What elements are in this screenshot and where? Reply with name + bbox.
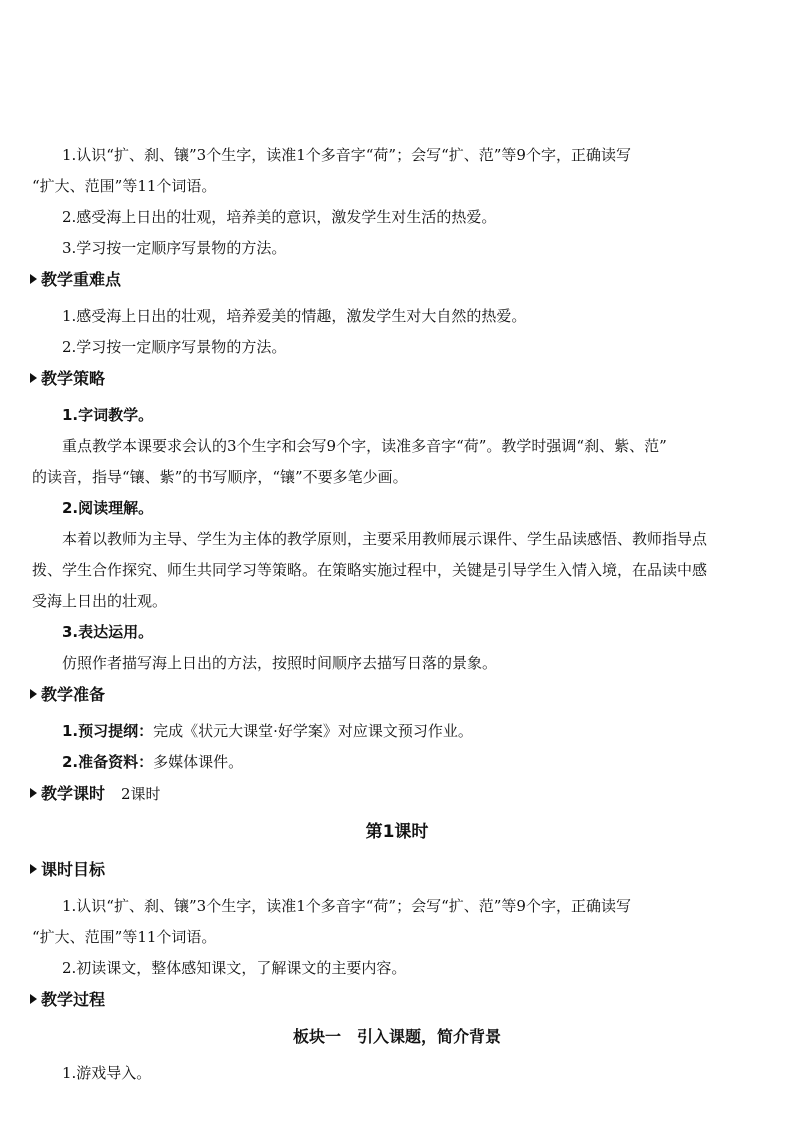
goal-item-2: 2.感受海上日出的壮观，培养美的意识，激发学生对生活的热爱。 [62,208,497,226]
triangle-bullet-icon [30,994,37,1004]
preparation-item-1-label: 1.预习提纲： [62,722,154,740]
difficulty-item-1: 1.感受海上日出的壮观，培养爱美的情趣，激发学生对大自然的热爱。 [62,307,527,325]
strategy-sub-1-text-line-1: 重点教学本课要求会认的3个生字和会写9个字，读准多音字“荷”。教学时强调“刹、紫、范” [62,437,667,455]
strategy-sub-2-text-line-2: 拨、学生合作探究、师生共同学习等策略。在策略实施过程中，关键是引导学生入情入境，在品读中感 [32,561,708,579]
block-title: 板块一 引入课题，简介背景 [292,1027,501,1046]
preparation-item-2-label: 2.准备资料： [62,753,154,771]
triangle-bullet-icon [30,689,37,699]
lesson-title: 第1课时 [365,822,429,842]
goal-item-3: 3.学习按一定顺序写景物的方法。 [62,239,287,257]
strategy-sub-1-text-line-2: 的读音，指导“镶、紫”的书写顺序，“镶”不要多笔少画。 [32,468,408,486]
preparation-item-2 [62,752,243,772]
section-heading-process [30,989,105,1011]
lesson-goal-2: 2.初读课文，整体感知课文，了解课文的主要内容。 [62,959,407,977]
section-heading-period [30,783,161,805]
lesson-goal-1-line-1: 1.认识“扩、刹、镶”3个生字，读准1个多音字“荷”；会写“扩、范”等9个字，正确读写 [62,897,631,915]
section-heading-difficulties [30,269,121,291]
process-step-1: 1.游戏导入。 [62,1064,152,1082]
goal-item-1-line-2: “扩大、范围”等11个词语。 [32,177,217,195]
preparation-item-2-text: 多媒体课件。 [153,753,244,771]
triangle-bullet-icon [30,864,37,874]
preparation-item-1 [62,721,473,741]
goal-item-1-line-1: 1.认识“扩、刹、镶”3个生字，读准1个多音字“荷”；会写“扩、范”等9个字，正确读写 [62,146,631,164]
section-heading-preparation [30,684,105,706]
lesson-goal-1-line-2: “扩大、范围”等11个词语。 [32,928,217,946]
section-heading-lesson-goals [30,859,105,881]
triangle-bullet-icon [30,274,37,284]
heading-text: 教学准备 [41,685,106,704]
strategy-sub-3: 3.表达运用。 [62,623,154,641]
section-heading-strategy [30,368,105,390]
heading-text: 教学策略 [41,369,106,388]
period-value: 2课时 [121,785,161,803]
strategy-sub-3-text: 仿照作者描写海上日出的方法，按照时间顺序去描写日落的景象。 [62,654,498,672]
heading-text: 教学课时 [41,784,106,803]
heading-text: 教学过程 [41,990,106,1009]
triangle-bullet-icon [30,788,37,798]
heading-text: 课时目标 [41,860,106,879]
strategy-sub-2-text-line-1: 本着以教师为主导、学生为主体的教学原则，主要采用教师展示课件、学生品读感悟、教师指导点 [62,530,708,548]
triangle-bullet-icon [30,373,37,383]
strategy-sub-1: 1.字词教学。 [62,406,154,424]
strategy-sub-2-text-line-3: 受海上日出的壮观。 [32,592,168,610]
strategy-sub-2: 2.阅读理解。 [62,499,154,517]
preparation-item-1-text: 完成《状元大课堂·好学案》对应课文预习作业。 [153,722,473,740]
difficulty-item-2: 2.学习按一定顺序写景物的方法。 [62,338,287,356]
heading-text: 教学重难点 [41,270,122,289]
